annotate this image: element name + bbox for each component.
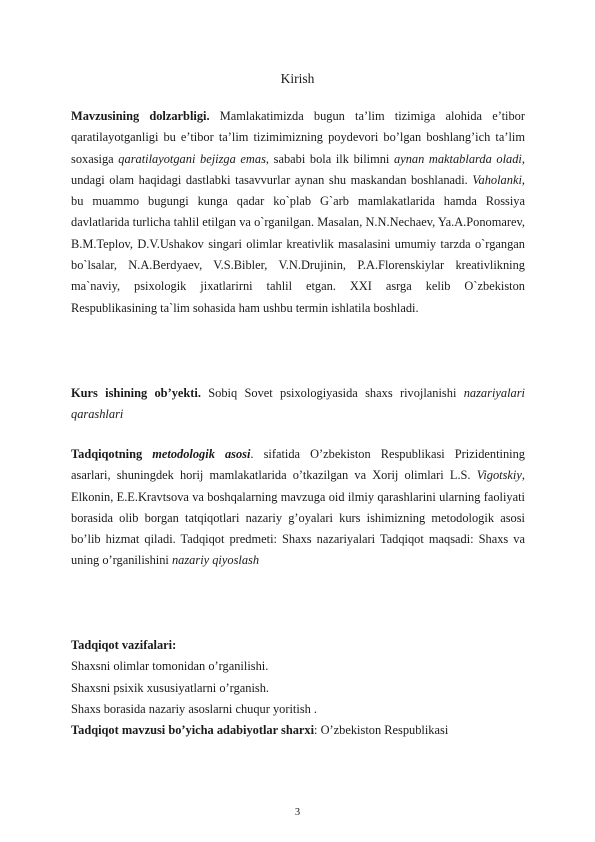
object-paragraph (71, 383, 525, 426)
paragraph-text: Sobiq Sovet psixologiyasida shaxs rivojlanishi (200, 386, 464, 400)
italic-phrase: nazariy qiyoslash (171, 553, 260, 568)
task-item: Shaxs borasida nazariy asoslarni chuqur yoritish . (71, 701, 318, 716)
methodology-heading-italic: metodologik asosi (152, 447, 251, 461)
literature-text: : O’zbekiston Respublikasi (314, 723, 449, 738)
task-item: Shaxsni olimlar tomonidan o’rganilishi. (71, 659, 269, 674)
paragraph-text: , undagi olam haqidagi dastlabki tasavvurlar aynan shu maskandan boshlanadi. (71, 151, 525, 187)
italic-phrase: Vigotskiy (476, 468, 522, 483)
paragraph-text: Mamlakatimizda bugun ta’lim tizimiga alohida e’tibor qaratilayotganligi bu e’tibor ta’lim tizimimizning poydevori bo’lgan boshlang’ich ta’lim soxasiga (71, 109, 526, 166)
paragraph-text: . sifatida O’zbekiston Respublikasi Prizidentining asarlari, shuningdek horij mamlakatlarida o’tkazilgan va Xorij olimlari L.S. (71, 447, 525, 483)
paragraph-text: , Elkonin, E.E.Kravtsova va boshqalarning mavzuga oid ilmiy qarashlarini ularning faoliyati borasida olib borgan tatqiqotlari nazariy g’oyalari kurs ishimizning metodologik asosi bo’lib hizmat qiladi. Tadqiqot predmeti: Shaxs nazariyalari Tadqiqot maqsadi: Shaxs va uning o’rganilishini (71, 468, 525, 568)
object-heading: Kurs ishining ob’yekti. (71, 386, 201, 400)
tasks-section (71, 635, 525, 741)
literature-line (71, 720, 525, 741)
task-item: Shaxsni psixik xususiyatlarni o’rganish. (71, 680, 270, 695)
italic-phrase: nazariyalari qarashlari (71, 386, 525, 422)
methodology-paragraph (71, 444, 525, 572)
page-number: 3 (294, 807, 301, 818)
paragraph-text: , sababi bola ilk bilimni (265, 151, 394, 166)
italic-phrase: aynan maktablarda oladi (394, 151, 522, 166)
literature-heading: Tadqiqot mavzusi bo’yicha adabiyotlar sharxi (71, 723, 315, 738)
methodology-heading: Tadqiqotning (71, 447, 153, 461)
italic-phrase: qaratilayotgani bejizga emas (118, 151, 266, 166)
tasks-heading: Tadqiqot vazifalari: (71, 638, 177, 652)
relevance-heading: Mavzusining dolzarbligi. (71, 109, 210, 123)
paragraph-text: , bu muammo bugungi kunga qadar ko`plab G`arb mamlakatlarida hamda Rossiya davlatlarida turlicha tahlil etilgan va o`rganilgan. Masalan, N.N.Nechaev, Ya.A.Ponomarev, B.M.Teplov, D.V.Ushakov singari olimlar kreativlik masalasini umumiy tarzda o`rgangan bo`lsalar, N.A.Berdyaev, V.S.Bibler, V.N.Drujinin, P.A.Florenskiylar kreativlikning ma`naviy, psixologik jixatlarirni tahlil etgan. XXI asrga kelib O`zbekiston Respublikasining ta`lim sohasida ham ushbu termin ishlatila boshladi. (71, 172, 525, 315)
italic-phrase: Vaholanki (472, 172, 522, 187)
relevance-paragraph (71, 106, 525, 319)
page-title: Kirish (280, 71, 315, 86)
